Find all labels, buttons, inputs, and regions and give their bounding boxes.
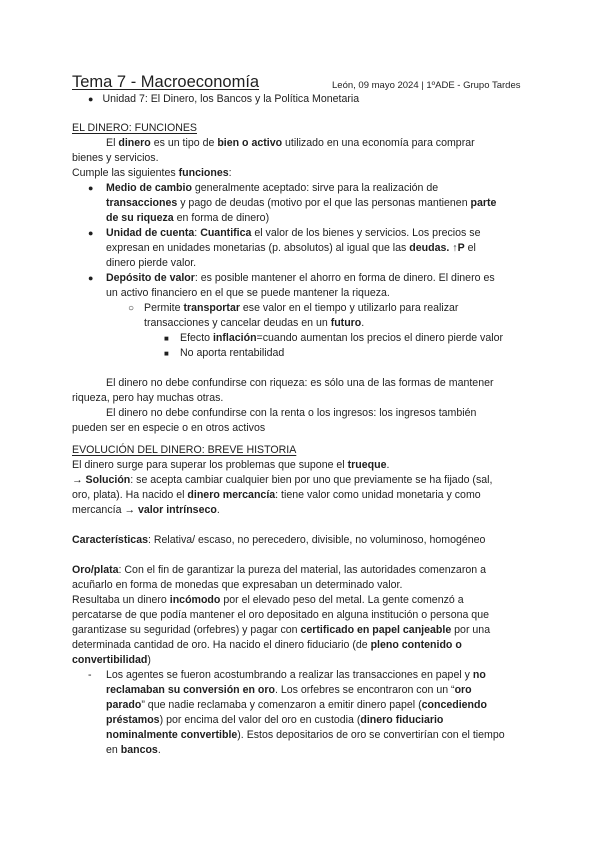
list-item: ● Depósito de valor: es posible mantener el ahorro en forma de dinero. El dinero es un activo financiero en el que se puede mantener la riqueza. bbox=[88, 272, 495, 299]
paragraph: El dinero no debe confundirse con la renta o los ingresos: los ingresos también bbox=[106, 407, 477, 419]
circle-bullet-icon: ○ bbox=[128, 303, 135, 314]
paragraph-cont: riqueza, pero hay muchas otras. bbox=[72, 392, 224, 404]
dateline: León, 09 mayo 2024 | 1ºADE - Grupo Tardes bbox=[332, 80, 521, 91]
paragraph: → Solución: se acepta cambiar cualquier bien por uno que previamente se ha fijado (sal, bbox=[72, 474, 493, 486]
dash-bullet-icon: - bbox=[88, 669, 92, 681]
paragraph: El dinero no debe confundirse con riqueza: es sólo una de las formas de mantener bbox=[106, 377, 494, 389]
paragraph: El dinero es un tipo de bien o activo utilizado en una economía para comprar bbox=[106, 137, 475, 149]
section-evolucion: EVOLUCIÓN DEL DINERO: BREVE HISTORIA El dinero surge para superar los problemas que supone el trueque. → Solución: se acepta cambiar cualquier bien por uno que previamente se ha fijado (sal, oro, plata). Ha nacido el dinero mercancía: tiene valor como unidad monetaria y como mercancía → valor intrínseco. Características: Relativa/ escaso, no perecedero, divisible, no voluminoso, homogéneo Oro/plata: Con el fin de garantizar la pureza del material, las autoridades comenzaron a acuñarlo en forma de monedas que expresaban un determinado valor. Resultaba un dinero incómodo por el elevado peso del metal. La gente comenzó a percatarse de que podía mantener el oro depositado en alguna institución o persona que garantizase su seguridad (orfebres) y pagar con certificado en papel canjeable por una determinada cantidad de oro. Ha nacido el dinero fiduciario (de pleno contenido o convertibilidad) - Los agentes se fueron acostumbrando a realizar las transacciones en papel y no reclamaban su conversión en oro. Los orfebres se encontraron con un “oro parado” que nadie reclamaba y comenzaron a emitir dinero papel (concediendo préstamos) por encima del valor del oro en custodia (dinero fiduciario nominalmente convertible). Estos depositarios de oro se convertirían con el tiempo en bancos. bbox=[72, 443, 538, 758]
list-item: ● Medio de cambio generalmente aceptado: sirve para la realización de transacciones y pago de deudas (motivo por el que las personas mantienen parte de su riqueza en forma de dinero) bbox=[88, 182, 497, 224]
section-funciones bbox=[72, 121, 538, 436]
paragraph: Resultaba un dinero incómodo por el elevado peso del metal. La gente comenzó a bbox=[72, 594, 464, 606]
list-item: ○ Permite transportar ese valor en el tiempo y utilizarlo para realizar transacciones y cancelar deudas en un futuro. bbox=[128, 302, 459, 329]
bullet-icon: ● bbox=[88, 94, 94, 104]
bullet-icon: ● bbox=[88, 273, 94, 283]
paragraph-cont: pueden ser en especie o en otros activos bbox=[72, 422, 266, 434]
paragraph: El dinero surge para superar los problemas que supone el trueque. bbox=[72, 459, 390, 471]
bullet-icon: ● bbox=[88, 183, 94, 193]
paragraph: Oro/plata: Con el fin de garantizar la pureza del material, las autoridades comenzaron a bbox=[72, 564, 486, 576]
list-item: ● Unidad de cuenta: Cuantifica el valor de los bienes y servicios. Los precios se expresan en unidades monetarias (p. absolutos) al igual que las deudas. ↑P el dinero pierde valor. bbox=[88, 227, 481, 269]
paragraph: Características: Relativa/ escaso, no perecedero, divisible, no voluminoso, homogéneo bbox=[72, 534, 486, 546]
list-item: ■ No aporta rentabilidad bbox=[164, 347, 285, 359]
list-item: - Los agentes se fueron acostumbrando a realizar las transacciones en papel y no reclamaban su conversión en oro. Los orfebres se encontraron con un “oro parado” que nadie reclamaba y comenzaron a emitir dinero papel (concediendo préstamos) por encima del valor del oro en custodia (dinero fiduciario nominalmente convertible). Estos depositarios de oro se convertirían con el tiempo en bancos. bbox=[88, 669, 505, 756]
section-heading: EVOLUCIÓN DEL DINERO: BREVE HISTORIA bbox=[72, 444, 297, 456]
paragraph-cont: bienes y servicios. bbox=[72, 152, 159, 164]
square-bullet-icon: ■ bbox=[164, 334, 169, 343]
section-heading: EL DINERO: FUNCIONES bbox=[72, 122, 197, 134]
unit-bullet-item: ● Unidad 7: El Dinero, los Bancos y la Política Monetaria bbox=[88, 93, 360, 105]
bullet-icon: ● bbox=[88, 228, 94, 238]
list-item: ■ Efecto inflación=cuando aumentan los precios el dinero pierde valor bbox=[164, 332, 504, 344]
document-title: Tema 7 - Macroeconomía bbox=[72, 73, 260, 91]
paragraph: Cumple las siguientes funciones: bbox=[72, 167, 232, 179]
square-bullet-icon: ■ bbox=[164, 349, 169, 358]
